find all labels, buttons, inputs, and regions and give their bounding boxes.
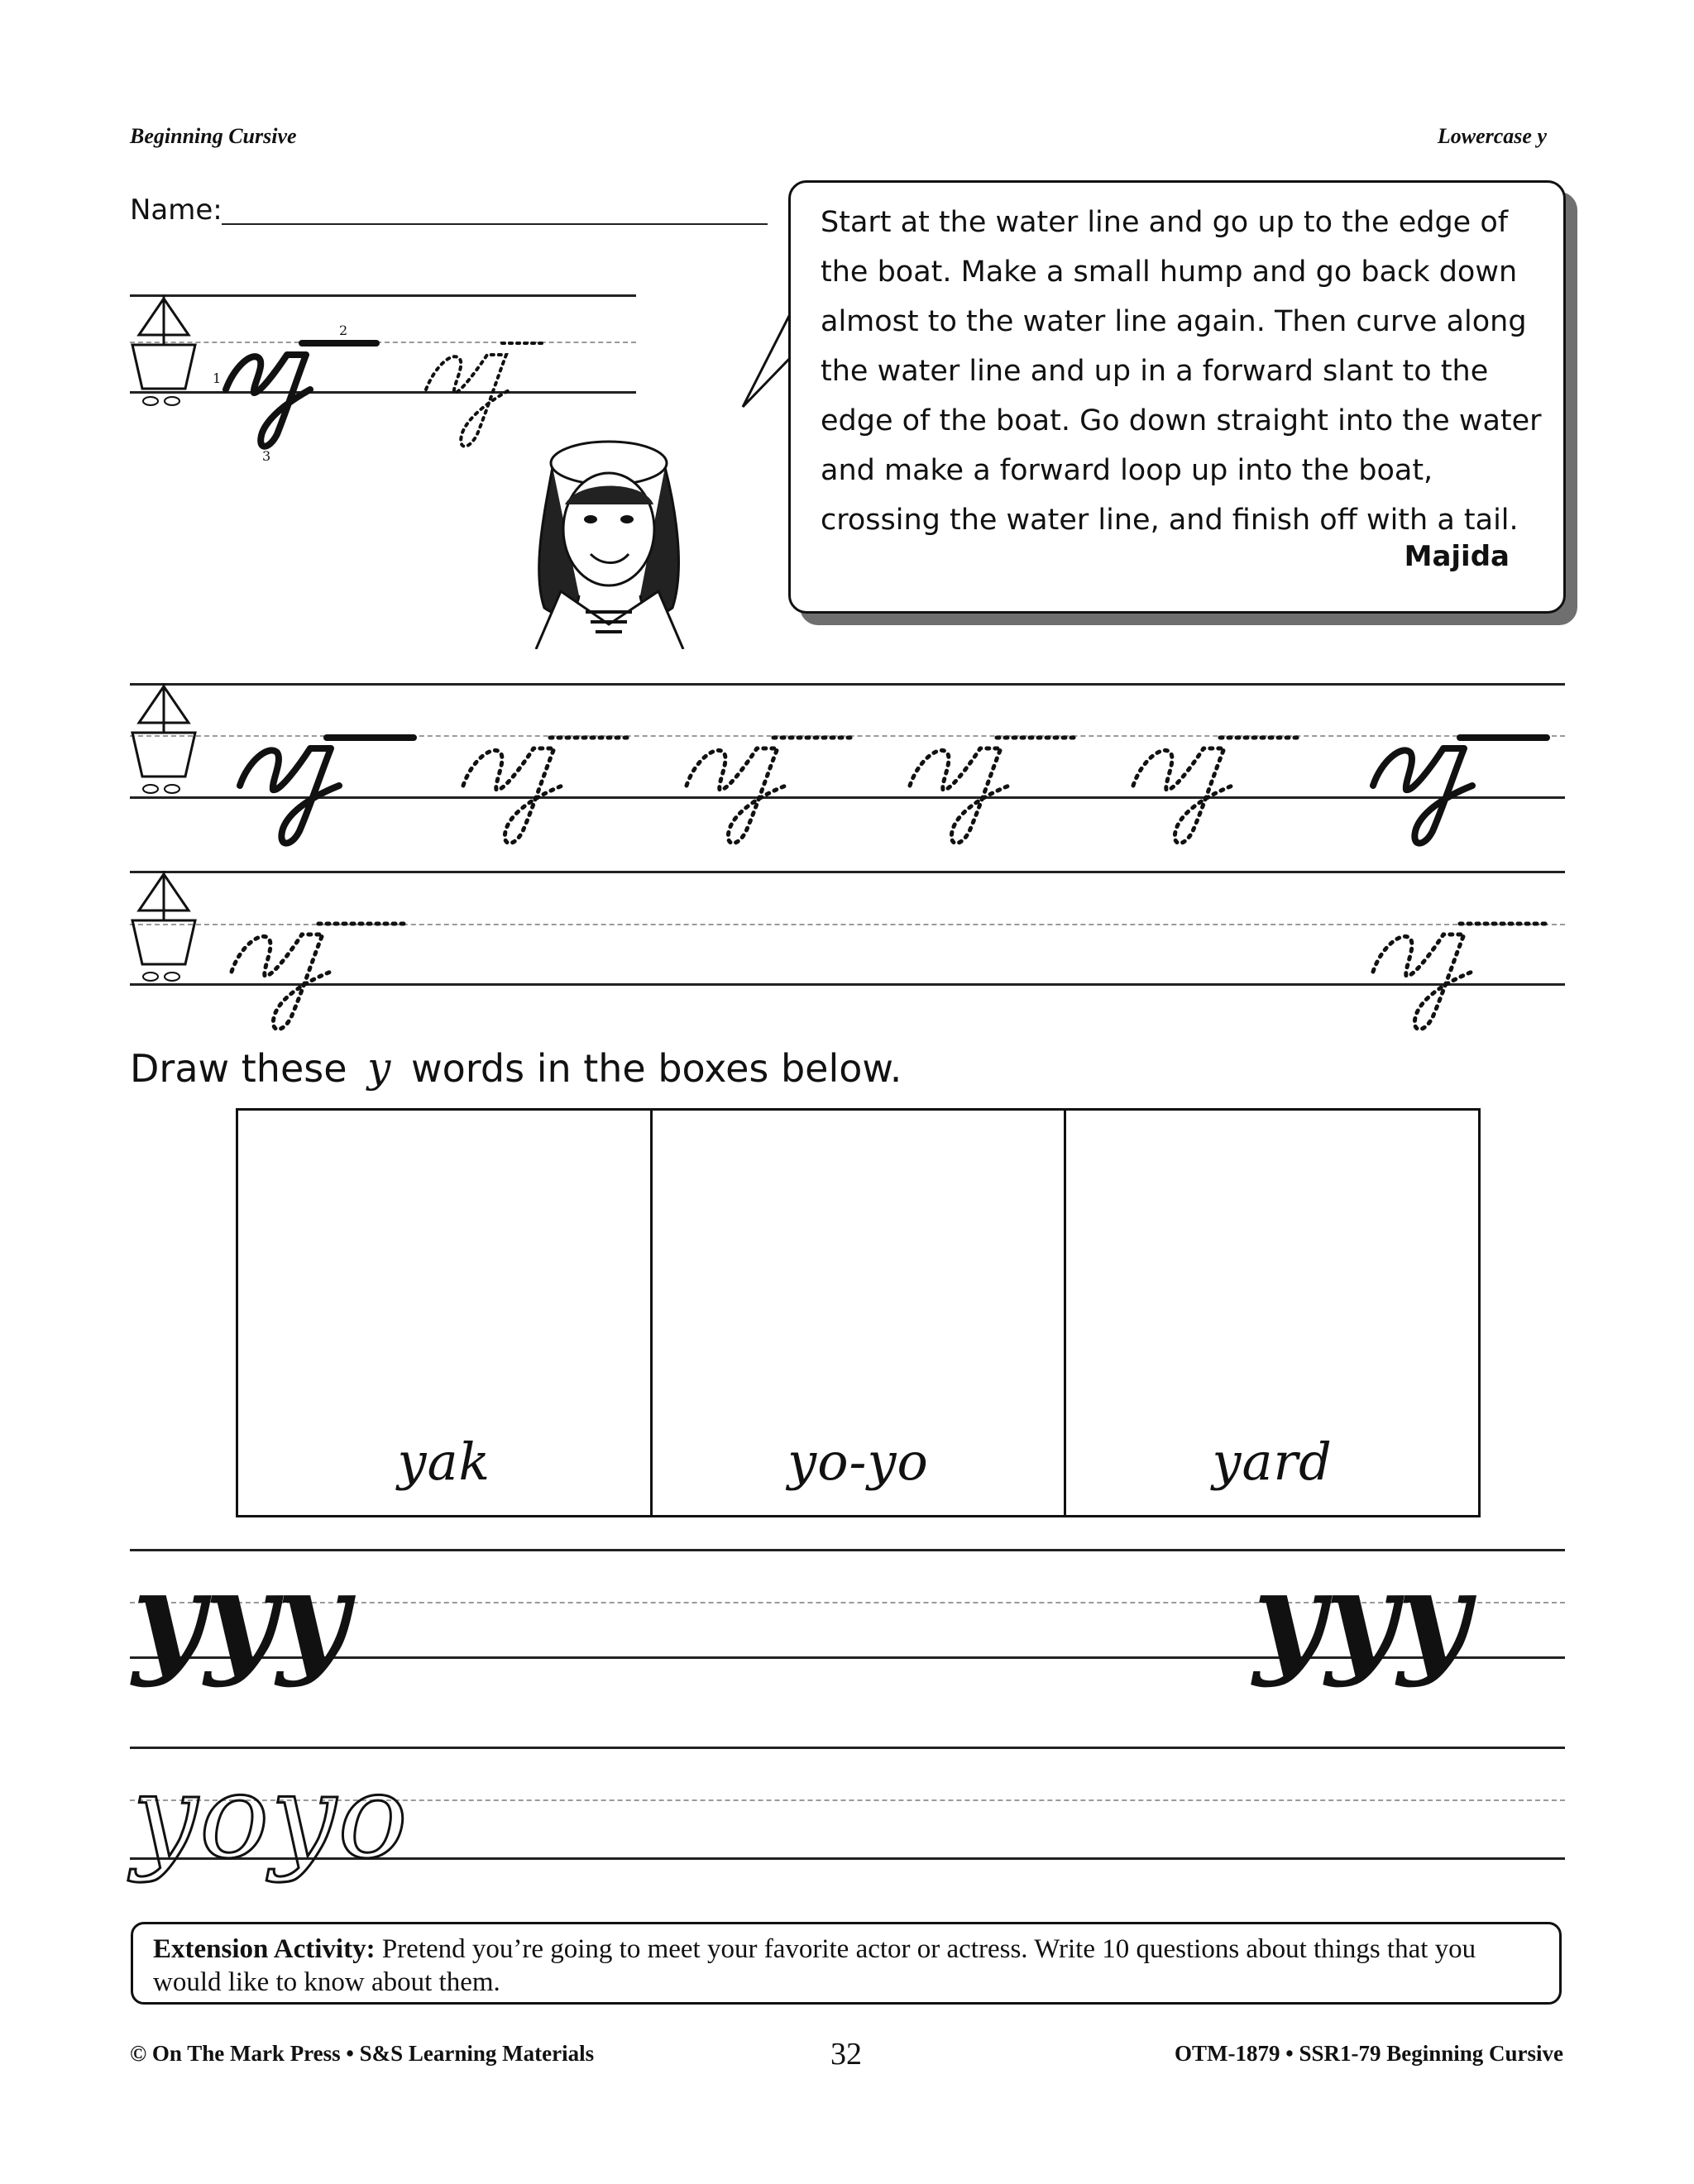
footer-left: © On The Mark Press • S&S Learning Materials [130,2041,595,2066]
speech-bubble-tail [738,308,796,415]
box-word: yak [397,1431,491,1492]
extension-text: Pretend you’re going to meet your favorite actor or actress. Write 10 questions about things that you would like to know about them. [153,1934,1476,1997]
prompt-before: Draw these [130,1046,347,1091]
drawing-box-yak[interactable] [238,1111,653,1515]
drawing-box-yard[interactable] [1066,1111,1478,1515]
demo-top-line [130,294,636,297]
name-label: Name: [130,194,223,227]
extension-label: Extension Activity: [153,1934,376,1964]
footer-right: OTM-1879 • SSR1-79 Beginning Cursive [1175,2041,1563,2066]
sailor-girl-illustration [511,413,710,649]
bubble-speaker: Majida [1404,540,1510,573]
row2-letter-traces [223,914,1563,1046]
row2-top-line [130,871,1565,873]
name-field[interactable] [222,223,768,225]
drawing-box-yoyo[interactable] [653,1111,1067,1515]
stroke-number-1: 1 [213,370,222,386]
row4-top-line [130,1747,1565,1749]
row3-solid-left: yyy [132,1544,349,1689]
boat-guide-icon [131,871,205,982]
fish-icon [143,397,179,405]
fish-icon [143,785,179,793]
extension-activity [131,1922,1562,2005]
demo-cursive-y [211,318,558,467]
row4-dotted-word: yoyo [132,1750,409,1885]
bubble-instructions: Start at the water line and go up to the edge of the boat. Make a small hump and go back down almost to the water line again. Then curve along the water line and up in a forward slant to the edge of the boat. Go down straight into the water and make a forward loop up into the boat, crossing the water line, and finish off with a tail. [821,206,1542,537]
header-right: Lowercase y [1437,124,1547,148]
header-left: Beginning Cursive [130,124,297,148]
box-word: yard [1212,1431,1333,1492]
prompt-letter: y [367,1044,391,1092]
box-word: yo-yo [787,1431,929,1492]
stroke-number-3: 3 [262,448,271,464]
stroke-number-2: 2 [339,323,348,338]
draw-prompt [130,1044,902,1092]
drawing-boxes [236,1108,1481,1517]
boat-guide-icon [131,295,205,407]
speech-bubble [788,180,1566,614]
row1-letter-traces [232,728,1563,860]
boat-guide-icon [131,683,205,795]
row3-solid-right: yyy [1253,1544,1470,1689]
prompt-after: words in the boxes below. [411,1046,902,1091]
row1-top-line [130,683,1565,686]
fish-icon [143,973,179,981]
page-number: 32 [830,2037,862,2072]
